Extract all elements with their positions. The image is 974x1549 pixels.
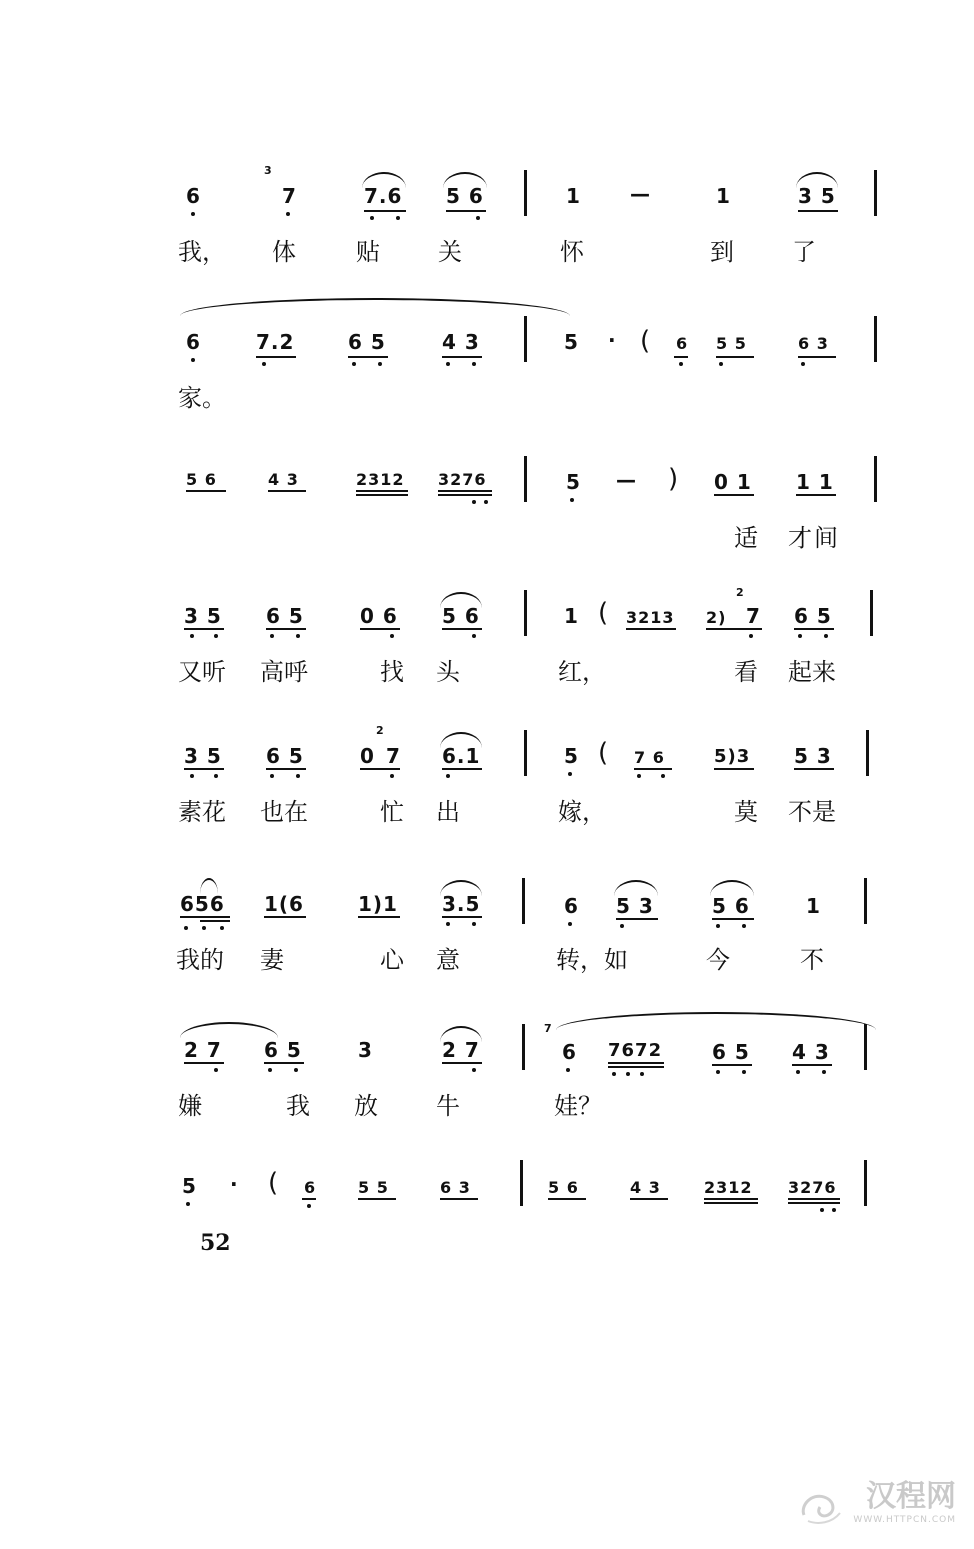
octave-dot (661, 774, 665, 778)
underline (256, 356, 296, 358)
note: 1 (806, 894, 821, 918)
note: 5 6 (712, 894, 750, 918)
underline (788, 1202, 840, 1204)
note: 6 3 (440, 1178, 471, 1197)
lyric: 了 (792, 238, 816, 266)
octave-dot (184, 926, 188, 930)
underline (796, 494, 836, 496)
lyric: 贴 (356, 238, 380, 266)
note: 6 5 (712, 1040, 750, 1064)
underline (712, 1064, 752, 1066)
ink-swirl-logo-icon (798, 1487, 844, 1527)
note: 6.1 (442, 744, 481, 768)
lyric: 怀 (560, 238, 584, 266)
underline (200, 920, 230, 922)
long-slur (180, 298, 570, 316)
underline (264, 916, 306, 918)
note: 2 7 (442, 1038, 480, 1062)
octave-dot (190, 774, 194, 778)
octave-dot (742, 1070, 746, 1074)
lyric: 头 (436, 658, 460, 686)
score-system-3 (0, 450, 974, 570)
underline (268, 490, 306, 492)
note: 6 5 (266, 744, 304, 768)
lyric: 莫 (734, 798, 758, 826)
octave-dot (612, 1072, 616, 1076)
octave-dot (472, 362, 476, 366)
octave-dot (568, 922, 572, 926)
lyric: 我的 (176, 946, 224, 974)
octave-dot (568, 772, 572, 776)
underline (794, 768, 834, 770)
lyric: 找 (380, 658, 404, 686)
dash: — (616, 468, 637, 492)
lyric: 今 (706, 946, 730, 974)
barline (864, 878, 867, 924)
lyric: 家。 (178, 384, 226, 412)
note: 2) (706, 608, 727, 627)
lyric: 我， (178, 238, 226, 266)
underline (792, 1064, 832, 1066)
octave-dot (716, 924, 720, 928)
barline (522, 1024, 525, 1070)
octave-dot (186, 1202, 190, 1206)
note: 4 3 (630, 1178, 661, 1197)
octave-dot (820, 1208, 824, 1212)
underline (608, 1066, 664, 1068)
note: 5 3 (616, 894, 654, 918)
watermark-brand: 汉程网 (866, 1479, 956, 1514)
note: 1 (716, 184, 731, 208)
note: 5 (564, 744, 579, 768)
barline (520, 1160, 523, 1206)
octave-dot (796, 1070, 800, 1074)
note: 5)3 (714, 746, 751, 767)
note: 7 (746, 604, 761, 628)
octave-dot (484, 500, 488, 504)
underline (714, 768, 754, 770)
underline (442, 356, 482, 358)
note: 6 (304, 1178, 317, 1197)
underline (616, 918, 658, 920)
lyric: 到 (710, 238, 734, 266)
octave-dot (446, 774, 450, 778)
note: 6 (186, 184, 201, 208)
note: 5 5 (358, 1178, 389, 1197)
lyric: 放 (354, 1092, 378, 1120)
note: 3276 (438, 470, 487, 489)
lyric: 红， (558, 658, 606, 686)
barline (522, 878, 525, 924)
lyric: 适 (734, 524, 758, 552)
octave-dot (822, 1070, 826, 1074)
octave-dot (446, 922, 450, 926)
lyric: 也在 (260, 798, 308, 826)
octave-dot (472, 922, 476, 926)
note: 3276 (788, 1178, 837, 1197)
note: 7 (386, 744, 401, 768)
underline (348, 356, 388, 358)
lyric: 又听 (178, 658, 226, 686)
note: 6 (564, 894, 579, 918)
grace-note: 2 (736, 586, 744, 599)
lyric: 转，如 (556, 946, 628, 974)
underline (630, 1198, 668, 1200)
octave-dot (742, 924, 746, 928)
underline (442, 628, 482, 630)
barline (874, 316, 877, 362)
grace-note: 3 (264, 164, 272, 177)
octave-dot (214, 634, 218, 638)
octave-dot (390, 774, 394, 778)
underline (794, 628, 834, 630)
underline (358, 916, 400, 918)
lyric: 高呼 (260, 658, 308, 686)
lyric: 心 (380, 946, 404, 974)
underline (442, 916, 482, 918)
note: 7672 (608, 1040, 663, 1061)
octave-dot (749, 634, 753, 638)
score-system-8 (0, 1154, 974, 1274)
underline (798, 356, 836, 358)
octave-dot (190, 634, 194, 638)
paren-open: ( (268, 1168, 280, 1198)
underline (266, 628, 306, 630)
note: 7 6 (634, 748, 665, 767)
note: 4 3 (268, 470, 299, 489)
lyric: 忙 (380, 798, 404, 826)
score-system-5 (0, 724, 974, 844)
lyric: 意 (436, 946, 460, 974)
note: 1 (566, 184, 581, 208)
note: 5 6 (548, 1178, 579, 1197)
lyric: 嫁， (558, 798, 606, 826)
octave-dot (294, 1068, 298, 1072)
octave-dot (307, 1204, 311, 1208)
underline (798, 210, 838, 212)
octave-dot (446, 362, 450, 366)
underline (264, 1062, 304, 1064)
note: 1(6 (264, 892, 304, 916)
paren-open: ( (598, 598, 610, 628)
underline (184, 628, 224, 630)
note: 4 3 (792, 1040, 830, 1064)
long-slur (556, 1012, 876, 1030)
note: 3213 (626, 608, 675, 627)
note: 2312 (704, 1178, 753, 1197)
note: 5 6 (186, 470, 217, 489)
paren-open: ( (598, 738, 610, 768)
underline (440, 1198, 478, 1200)
lyric: 起来 (788, 658, 836, 686)
note: 5 6 (446, 184, 484, 208)
note: 5 (566, 470, 581, 494)
underline (180, 916, 230, 918)
barline (874, 170, 877, 216)
underline (704, 1202, 758, 1204)
note: 6 (562, 1040, 577, 1064)
note: 6 5 (794, 604, 832, 628)
augmentation-dot: · (230, 1172, 239, 1196)
underline (184, 1062, 224, 1064)
lyric: 娃？ (554, 1092, 602, 1120)
underline (438, 494, 492, 496)
octave-dot (472, 1068, 476, 1072)
score-system-1 (0, 160, 974, 280)
octave-dot (570, 498, 574, 502)
barline (874, 456, 877, 502)
underline (626, 628, 676, 630)
octave-dot (396, 216, 400, 220)
barline (864, 1024, 867, 1070)
octave-dot (472, 500, 476, 504)
octave-dot (824, 634, 828, 638)
note: 5 (182, 1174, 197, 1198)
octave-dot (220, 926, 224, 930)
octave-dot (472, 634, 476, 638)
underline (438, 490, 492, 492)
grace-note: 2 (376, 724, 384, 737)
underline (186, 490, 226, 492)
note: 1 1 (796, 470, 834, 494)
lyric: 素花 (178, 798, 226, 826)
lyric: 不 (800, 946, 824, 974)
note: 3 5 (184, 604, 222, 628)
note: 5 6 (442, 604, 480, 628)
lyric: 间 (814, 524, 838, 552)
note: 6 5 (264, 1038, 302, 1062)
underline (716, 356, 754, 358)
underline (360, 628, 400, 630)
note: 0 1 (714, 470, 752, 494)
note: 5 (564, 330, 579, 354)
lyric: 妻 (260, 946, 284, 974)
underline (302, 1198, 316, 1200)
note: 7 (282, 184, 297, 208)
underline (706, 628, 762, 630)
note: 0 (360, 744, 375, 768)
barline (870, 590, 873, 636)
note: 6 3 (798, 334, 829, 353)
underline (712, 918, 754, 920)
slur (180, 1022, 278, 1038)
score-system-2 (0, 306, 974, 426)
octave-dot (296, 634, 300, 638)
note: 3 (358, 1038, 373, 1062)
lyric: 体 (272, 238, 296, 266)
octave-dot (214, 1068, 218, 1072)
underline (548, 1198, 586, 1200)
paren-open: ( (640, 326, 652, 356)
underline (442, 1062, 482, 1064)
lyric: 不是 (788, 798, 836, 826)
dash: — (630, 182, 651, 206)
octave-dot (352, 362, 356, 366)
watermark-url: WWW.HTTPCN.COM (853, 1515, 956, 1525)
octave-dot (637, 774, 641, 778)
underline (266, 768, 306, 770)
octave-dot (378, 362, 382, 366)
octave-dot (214, 774, 218, 778)
lyric: 才 (788, 524, 812, 552)
page-number: 52 (200, 1230, 231, 1256)
note: 2312 (356, 470, 405, 489)
augmentation-dot: · (608, 328, 617, 352)
octave-dot (286, 212, 290, 216)
octave-dot (832, 1208, 836, 1212)
note: 3.5 (442, 892, 481, 916)
underline (788, 1198, 840, 1200)
note: 6 5 (266, 604, 304, 628)
octave-dot (202, 926, 206, 930)
lyric: 我 (286, 1092, 310, 1120)
paren-close: ) (668, 464, 680, 494)
lyric: 牛 (436, 1092, 460, 1120)
octave-dot (566, 1068, 570, 1072)
octave-dot (476, 216, 480, 220)
barline (866, 730, 869, 776)
octave-dot (626, 1072, 630, 1076)
octave-dot (296, 774, 300, 778)
note: 6 (676, 334, 689, 353)
octave-dot (679, 362, 683, 366)
score-system-7 (0, 1018, 974, 1138)
note: 3 5 (184, 744, 222, 768)
barline (524, 590, 527, 636)
octave-dot (798, 634, 802, 638)
note: 7.6 (364, 184, 403, 208)
octave-dot (262, 362, 266, 366)
barline (524, 730, 527, 776)
note: 1 (564, 604, 579, 628)
octave-dot (270, 774, 274, 778)
octave-dot (270, 634, 274, 638)
octave-dot (716, 1070, 720, 1074)
octave-dot (719, 362, 723, 366)
note: 7.2 (256, 330, 295, 354)
barline (524, 456, 527, 502)
underline (608, 1062, 664, 1064)
octave-dot (370, 216, 374, 220)
note: 6 (186, 330, 201, 354)
underline (356, 494, 408, 496)
octave-dot (801, 362, 805, 366)
note: 2 7 (184, 1038, 222, 1062)
lyric: 出 (436, 798, 460, 826)
underline (356, 490, 408, 492)
underline (704, 1198, 758, 1200)
note: 5 5 (716, 334, 747, 353)
note: 656 (180, 892, 225, 916)
note: 6 5 (348, 330, 386, 354)
underline (634, 768, 672, 770)
barline (864, 1160, 867, 1206)
barline (524, 170, 527, 216)
lyric: 嫌 (178, 1092, 202, 1120)
octave-dot (191, 358, 195, 362)
lyric: 看 (734, 658, 758, 686)
underline (446, 210, 486, 212)
underline (442, 768, 482, 770)
octave-dot (640, 1072, 644, 1076)
watermark (853, 1471, 956, 1525)
octave-dot (390, 634, 394, 638)
score-system-4 (0, 584, 974, 704)
score-system-6 (0, 872, 974, 992)
note: 1)1 (358, 892, 398, 916)
note: 3 5 (798, 184, 836, 208)
underline (364, 210, 406, 212)
octave-dot (620, 924, 624, 928)
underline (714, 494, 754, 496)
underline (360, 768, 400, 770)
underline (358, 1198, 396, 1200)
note: 4 3 (442, 330, 480, 354)
grace-note: 7 (544, 1022, 552, 1035)
octave-dot (268, 1068, 272, 1072)
underline (184, 768, 224, 770)
octave-dot (191, 212, 195, 216)
note: 0 6 (360, 604, 398, 628)
underline (674, 356, 688, 358)
lyric: 关 (438, 238, 462, 266)
note: 5 3 (794, 744, 832, 768)
barline (524, 316, 527, 362)
